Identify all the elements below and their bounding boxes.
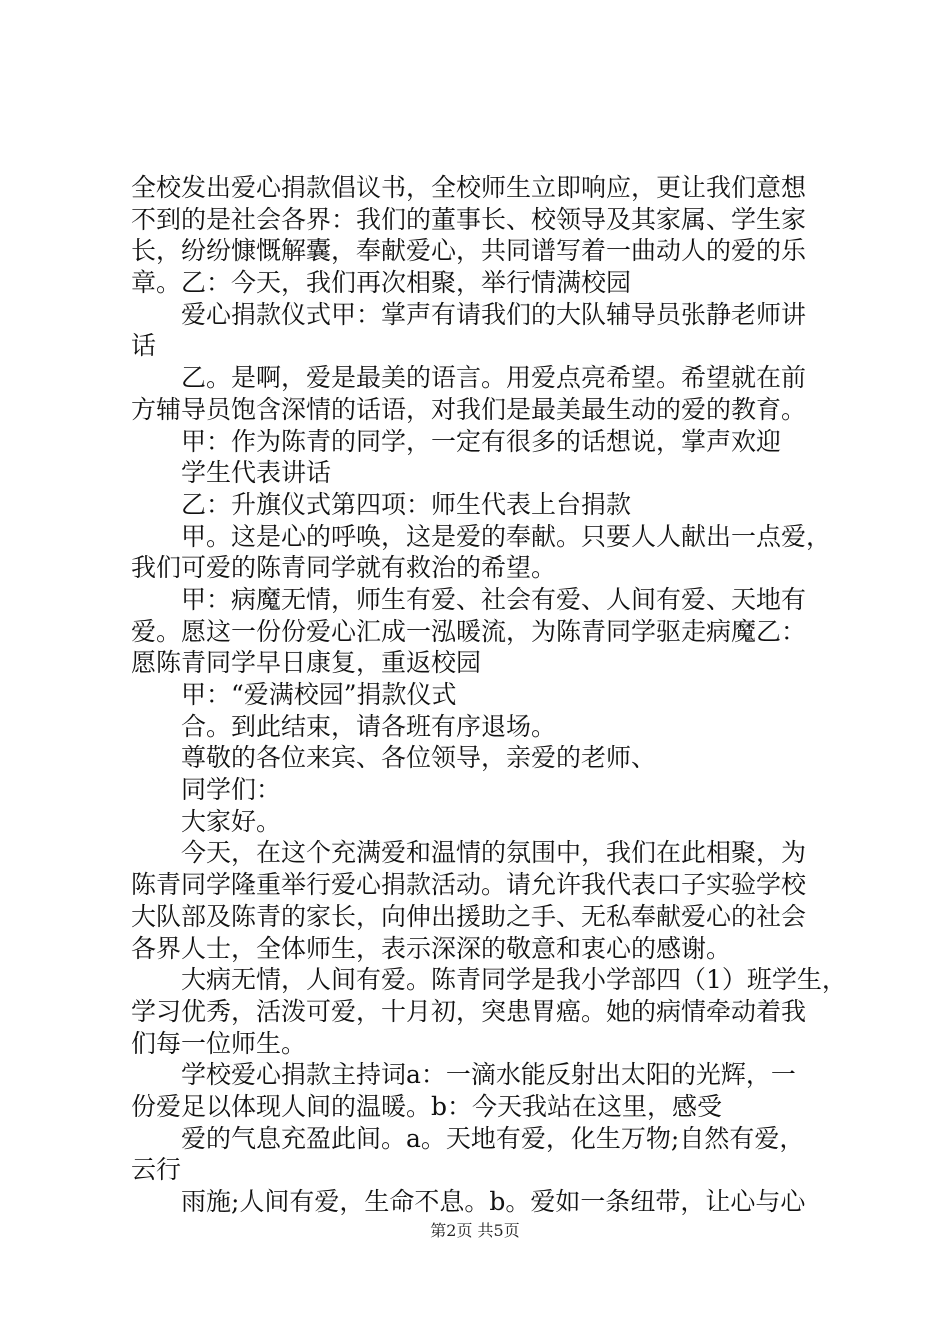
body-line: 乙。是啊，爱是最美的语言。用爱点亮希望。希望就在前 (181, 363, 807, 393)
body-line: 同学们： (181, 775, 282, 805)
body-line: 合。到此结束，请各班有序退场。 (181, 711, 557, 741)
body-line: 甲。这是心的呼唤，这是爱的奉献。只要人人献出一点爱， (181, 521, 832, 551)
page-footer: 第2页 共5页 (430, 1221, 520, 1240)
body-line: 大家好。 (181, 806, 282, 836)
body-line: 爱的气息充盈此间。a。天地有爱，化生万物;自然有爱， (181, 1123, 805, 1153)
body-line: 学习优秀，活泼可爱，十月初，突患胃癌。她的病情牵动着我 (131, 996, 807, 1026)
body-line: 不到的是社会各界：我们的董事长、校领导及其家属、学生家 (131, 204, 807, 234)
body-line: 爱心捐款仪式甲：掌声有请我们的大队辅导员张静老师讲 (181, 299, 807, 329)
body-line: 方辅导员饱含深情的话语，对我们是最美最生动的爱的教育。 (131, 394, 807, 424)
body-line: 全校发出爱心捐款倡议书，全校师生立即响应，更让我们意想 (131, 173, 807, 202)
body-line: 尊敬的各位来宾、各位领导，亲爱的老师、 (181, 743, 657, 773)
body-line: 甲：作为陈青的同学，一定有很多的话想说，掌声欢迎 (181, 426, 782, 456)
body-line: 今天，在这个充满爱和温情的氛围中，我们在此相聚，为 (181, 838, 807, 868)
body-line: 份爱足以体现人间的温暖。b：今天我站在这里，感受 (131, 1091, 723, 1121)
body-line: 愿陈青同学早日康复，重返校园 (131, 648, 482, 678)
body-line: 学生代表讲话 (181, 458, 332, 488)
body-line: 雨施;人间有爱，生命不息。b。爱如一条纽带，让心与心 (181, 1187, 806, 1216)
body-line: 甲：病魔无情，师生有爱、社会有爱、人间有爱、天地有 (181, 584, 807, 614)
body-line: 话 (131, 331, 157, 361)
body-line: 云行 (131, 1155, 182, 1185)
body-line: 们每一位师生。 (131, 1028, 307, 1058)
body-line: 我们可爱的陈青同学就有救治的希望。 (131, 553, 557, 583)
body-line: 大病无情，人间有爱。陈青同学是我小学部四（1）班学生， (181, 965, 847, 995)
body-line: 章。乙：今天，我们再次相聚，举行情满校园 (131, 268, 632, 298)
body-line: 乙：升旗仪式第四项：师生代表上台捐款 (181, 489, 632, 519)
body-line: 各界人士，全体师生，表示深深的敬意和衷心的感谢。 (131, 933, 732, 963)
body-line: 爱。愿这一份份爱心汇成一泓暖流，为陈青同学驱走病魔乙： (131, 616, 807, 646)
body-line: 大队部及陈青的家长，向伸出援助之手、无私奉献爱心的社会 (131, 901, 807, 931)
body-line: 陈青同学隆重举行爱心捐款活动。请允许我代表口子实验学校 (131, 870, 807, 900)
body-line: 长，纷纷慷慨解囊，奉献爱心，共同谱写着一曲动人的爱的乐 (131, 236, 807, 266)
document-body (131, 172, 847, 1218)
body-line: 学校爱心捐款主持词a：一滴水能反射出太阳的光辉，一 (181, 1060, 796, 1090)
body-line: 甲：“爱满校园”捐款仪式 (181, 680, 457, 709)
